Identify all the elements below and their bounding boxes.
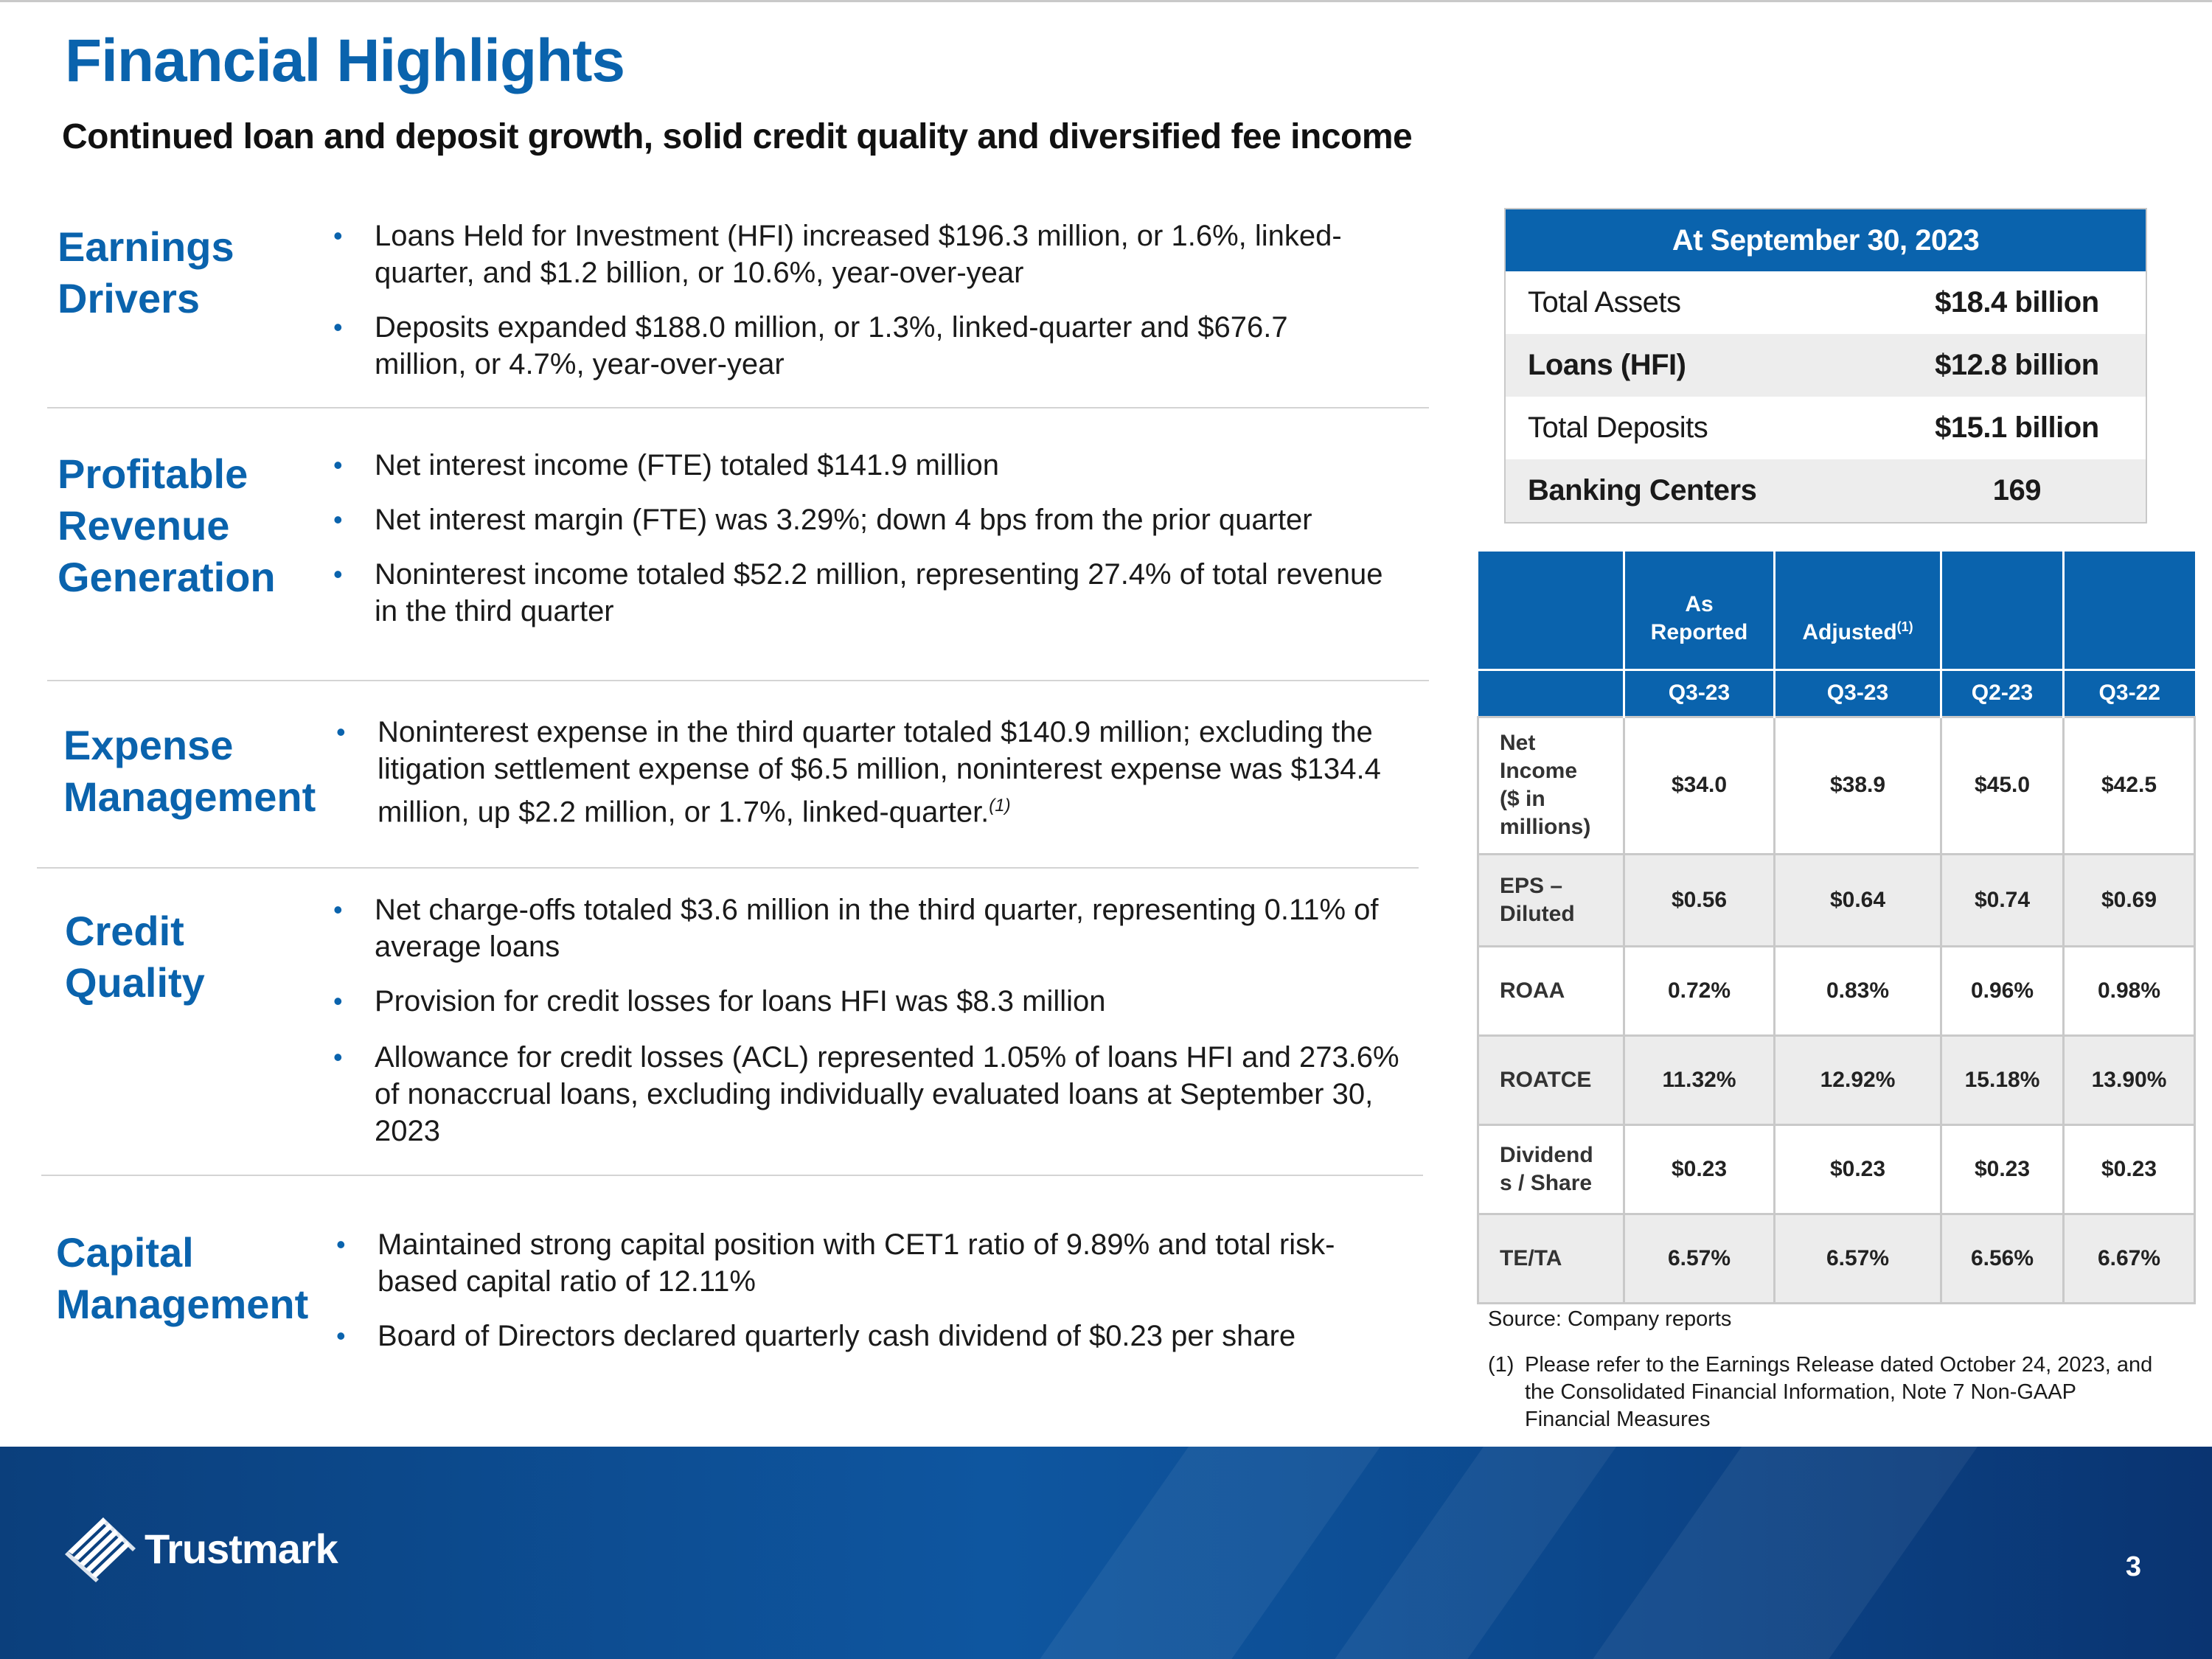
col-header-blank	[2064, 552, 2195, 669]
cell-value: $0.23	[1775, 1124, 1941, 1214]
at-table-row: Loans (HFI) $12.8 billion	[1506, 334, 2146, 397]
col-header-blank	[1941, 552, 2064, 669]
page-number: 3	[2125, 1551, 2141, 1582]
cell-value: $0.74	[1941, 854, 2064, 946]
period-header: Q3-23	[1624, 669, 1775, 717]
page-title: Financial Highlights	[65, 27, 625, 94]
table-row	[1478, 946, 2195, 1035]
metrics-header-row	[1478, 552, 2195, 669]
profitable-bullets	[375, 447, 1481, 630]
cell-value: $34.0	[1624, 717, 1775, 854]
metrics-period-row	[1478, 669, 2195, 717]
row-label-dividends: Dividend s / Share	[1478, 1124, 1624, 1214]
earnings-bullets	[375, 218, 1481, 383]
col-header-adjusted: Adjusted$^{(1)}$	[1775, 552, 1941, 669]
bullet-item: • Noninterest income totaled $52.2 million, representing 27.4% of total revenue in the third quarter	[375, 556, 1481, 630]
cell-value: 13.90%	[2064, 1035, 2195, 1124]
cell-value: 11.32%	[1624, 1035, 1775, 1124]
cell-value: 0.98%	[2064, 946, 2195, 1035]
footnote: (1) Please refer to the Earnings Release dated October 24, 2023, and the Consolidated Financial Information, Note 7 Non-GAAP Financial Measures	[1488, 1353, 2153, 1431]
source-note: Source: Company reports	[1488, 1307, 1732, 1331]
bullet-item: • Deposits expanded $188.0 million, or 1.3%, linked-quarter and $676.7 million, or 4.7%, year-over-year	[375, 309, 1481, 383]
section-divider	[47, 680, 1429, 681]
row-label-roatce: ROATCE	[1478, 1035, 1624, 1124]
cell-value: $0.64	[1775, 854, 1941, 946]
cell-value: $45.0	[1941, 717, 2064, 854]
section-divider	[47, 407, 1429, 408]
credit-bullets	[375, 891, 1481, 1150]
cell-value: 6.57%	[1624, 1214, 1775, 1303]
bullet-item: • Provision for credit losses for loans HFI was $8.3 million	[375, 983, 1481, 1020]
table-row	[1478, 1214, 2195, 1303]
period-header: Q2-23	[1941, 669, 2064, 717]
cell-value: 6.56%	[1941, 1214, 2064, 1303]
period-header: Q3-22	[2064, 669, 2195, 717]
period-corner	[1478, 669, 1624, 717]
cell-value: $0.56	[1624, 854, 1775, 946]
cell-value: $38.9	[1775, 717, 1941, 854]
footer-decoration	[1556, 1447, 1998, 1659]
row-label-teta: TE/TA	[1478, 1214, 1624, 1303]
row-label-roaa: ROAA	[1478, 946, 1624, 1035]
cell-value: $42.5	[2064, 717, 2195, 854]
cell-value: $0.23	[2064, 1124, 2195, 1214]
at-table-row: Banking Centers 169	[1506, 459, 2146, 522]
section-label-profitable-revenue: Profitable Revenue Generation	[58, 451, 276, 600]
top-rule	[0, 0, 2212, 2]
cell-value: $0.23	[1624, 1124, 1775, 1214]
footer-band	[0, 1447, 2212, 1659]
cell-value: 15.18%	[1941, 1035, 2064, 1124]
metrics-table	[1477, 552, 2196, 1304]
col-header-as-reported: As Reported	[1624, 552, 1775, 669]
bullet-item: • Loans Held for Investment (HFI) increased $196.3 million, or 1.6%, linked- quarter, and $1.2 billion, or 10.6%, year-over-year	[375, 218, 1481, 291]
expense-bullets	[378, 714, 1469, 830]
table-row	[1478, 1035, 2195, 1124]
row-label-eps: EPS – Diluted	[1478, 854, 1624, 946]
cell-value: 0.83%	[1775, 946, 1941, 1035]
trustmark-logo	[62, 1514, 338, 1582]
cell-value: $0.23	[1941, 1124, 2064, 1214]
section-divider	[41, 1175, 1423, 1176]
bullet-item: • Noninterest expense in the third quarter totaled $140.9 million; excluding the litigation settlement expense of $6.5 million, noninterest expense was $134.4 million, up $2.2 million, or 1.7%, linked-quarter.$^{(1)}$	[378, 714, 1469, 830]
cell-value: 0.96%	[1941, 946, 2064, 1035]
at-table-row: Total Deposits $15.1 billion	[1528, 411, 2099, 444]
page-subtitle: Continued loan and deposit growth, solid credit quality and diversified fee income	[62, 117, 1413, 156]
table-row	[1478, 1124, 2195, 1214]
cell-value: 6.57%	[1775, 1214, 1941, 1303]
table-row	[1478, 854, 2195, 946]
section-label-expense-management: Expense Management	[63, 722, 316, 820]
cell-value: 0.72%	[1624, 946, 1775, 1035]
section-label-credit-quality: Credit Quality	[65, 908, 205, 1006]
logo-wordmark: Trustmark	[145, 1525, 338, 1572]
at-table-header: At September 30, 2023	[1506, 209, 2146, 271]
capital-bullets	[378, 1226, 1469, 1354]
bullet-item: • Net charge-offs totaled $3.6 million in the third quarter, representing 0.11% of average loans	[375, 891, 1481, 965]
section-divider	[37, 867, 1419, 869]
footer-decoration	[1003, 1447, 1401, 1659]
at-september-table	[1504, 208, 2147, 524]
row-label-net-income: Net Income ($ in millions)	[1478, 717, 1624, 854]
cell-value: 6.67%	[2064, 1214, 2195, 1303]
table-row	[1478, 717, 2195, 854]
cell-value: $0.69	[2064, 854, 2195, 946]
period-header: Q3-23	[1775, 669, 1941, 717]
at-table-row: Total Assets $18.4 billion	[1528, 286, 2099, 319]
trustmark-logo-icon	[62, 1514, 140, 1582]
metrics-corner	[1478, 552, 1624, 669]
bullet-item: • Allowance for credit losses (ACL) represented 1.05% of loans HFI and 273.6% of nonaccrual loans, excluding individually evaluated loans at September 30, 2023	[375, 1039, 1481, 1150]
cell-value: 12.92%	[1775, 1035, 1941, 1124]
bullet-item: • Board of Directors declared quarterly cash dividend of $0.23 per share	[378, 1318, 1469, 1354]
section-label-capital-management: Capital Management	[56, 1229, 309, 1327]
bullet-item: • Net interest margin (FTE) was 3.29%; down 4 bps from the prior quarter	[375, 501, 1481, 538]
bullet-item: • Maintained strong capital position with CET1 ratio of 9.89% and total risk- based capital ratio of 12.11%	[378, 1226, 1469, 1300]
section-label-earnings-drivers: Earnings Drivers	[58, 223, 234, 321]
bullet-item: • Net interest income (FTE) totaled $141.9 million	[375, 447, 1481, 484]
